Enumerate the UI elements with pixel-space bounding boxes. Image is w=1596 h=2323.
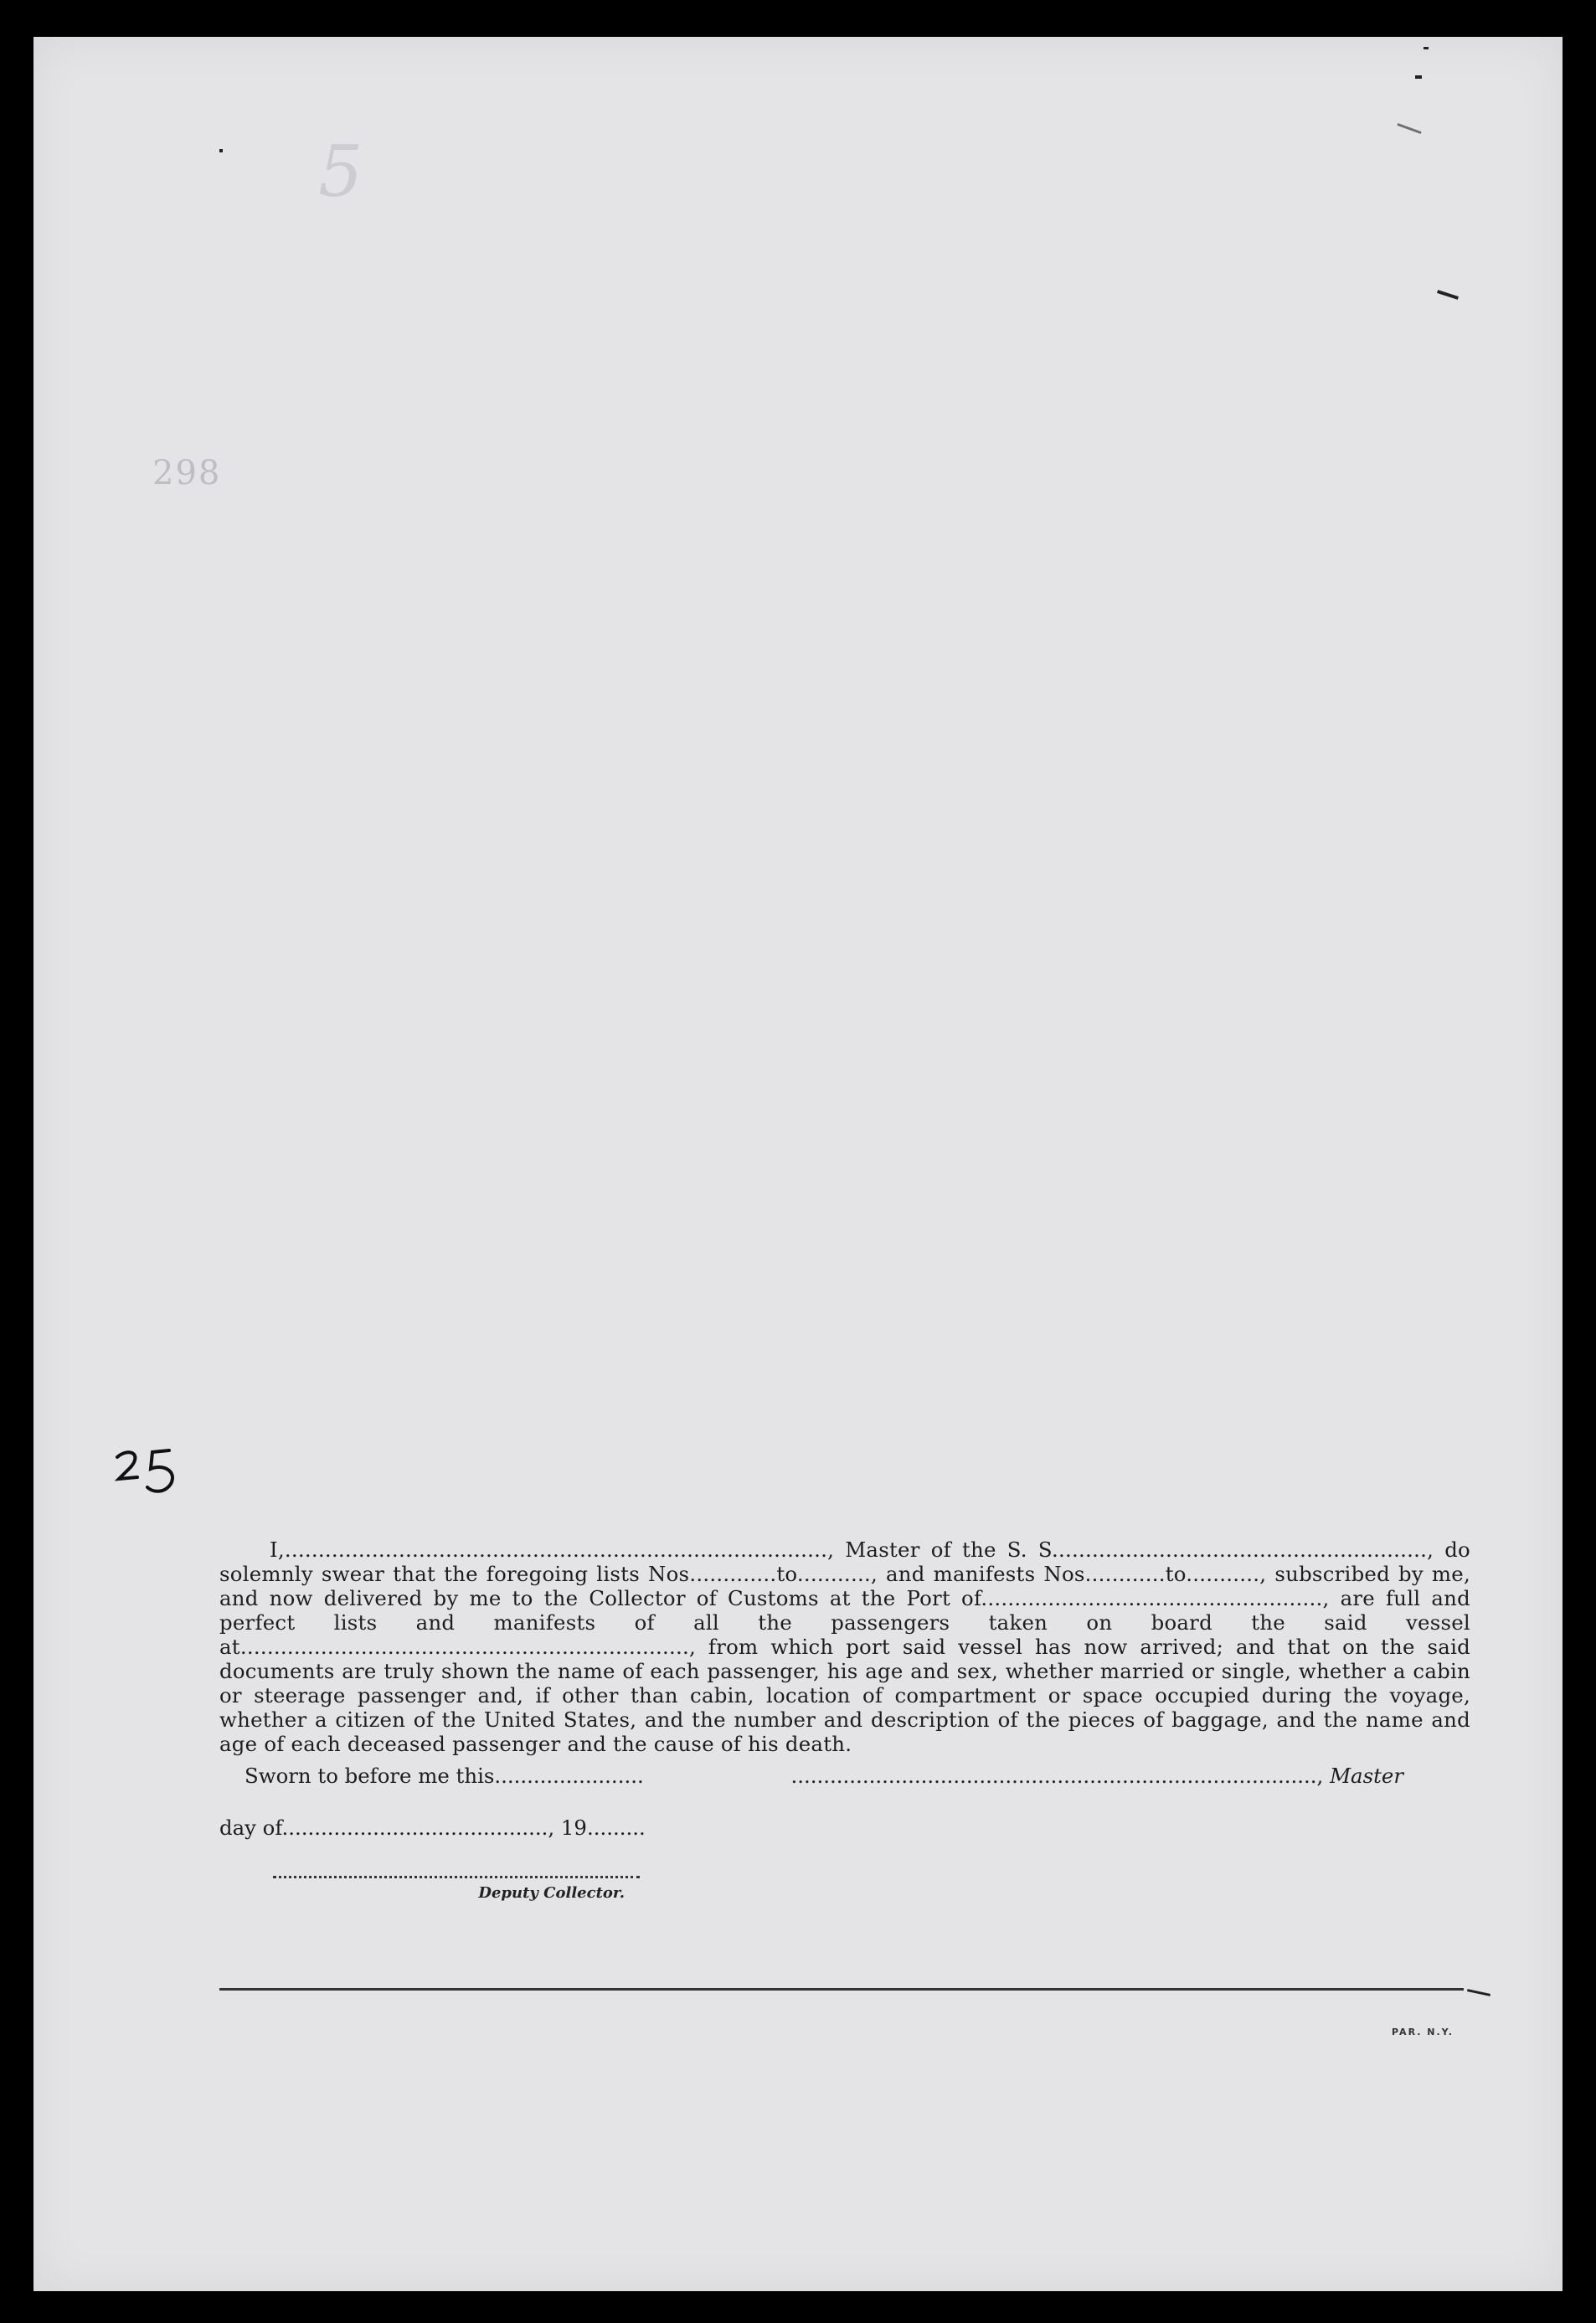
- faint-bleed-through-mark: 5: [318, 131, 363, 213]
- printer-mark: PAR. N.Y.: [1392, 2027, 1454, 2037]
- sworn-before-line: Sworn to before me this.......................: [245, 1764, 644, 1788]
- document-page: [33, 37, 1563, 2291]
- scan-speck: [1415, 75, 1422, 79]
- faint-stamp-number: 298: [152, 454, 222, 492]
- scan-speck: [219, 149, 223, 152]
- handwritten-page-number: [111, 1445, 186, 1504]
- master-signature-dots: .................................................................................,: [790, 1764, 1324, 1788]
- master-label: Master: [1330, 1764, 1403, 1788]
- day-of-line: day of........................................., 19.........: [219, 1816, 646, 1840]
- master-signature-line: [791, 1764, 1403, 1788]
- master-oath-paragraph: [219, 1538, 1470, 1756]
- deputy-collector-signature-line: [273, 1876, 640, 1878]
- deputy-collector-label: Deputy Collector.: [478, 1884, 625, 1902]
- bottom-rule: [219, 1988, 1464, 1991]
- scan-speck: [1424, 47, 1429, 49]
- oath-text: I,................................................................................., Master of the S. S........................................................, do solemnly swear that the foregoing lists Nos.............to..........., and manifests Nos............to..........., subscribed by me, and now delivered by me to the Collector of Customs at the Port of..................................................., are full and perfect lists and manifests of all the passengers taken on board the said vessel at..................................................................., from which port said vessel has now arrived; and that on the said documents are truly shown the name of each passenger, his age and sex, whether married or single, whether a cabin or steerage passenger and, if other than cabin, location of compartment or space occupied during the voyage, whether a citizen of the United States, and the number and description of the pieces of baggage, and the name and age of each deceased passenger and the cause of his death.: [219, 1538, 1470, 1756]
